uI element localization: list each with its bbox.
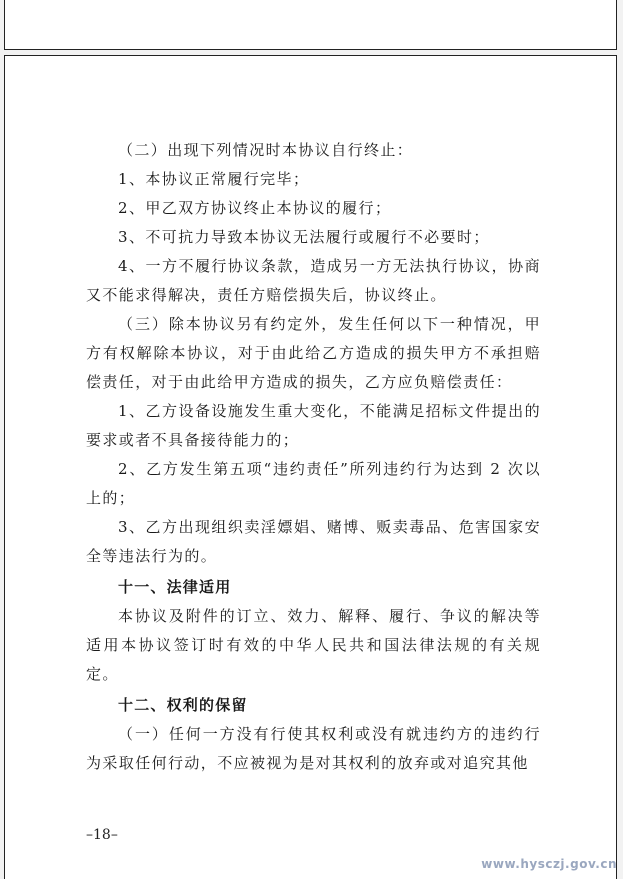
document-page [4,55,617,879]
clause-2-item-2: 2、甲乙双方协议终止本协议的履行； [118,199,392,217]
clause-3-item-2: 2、乙方发生第五项“违约责任”所列违约行为达到 2 次以上的； [86,460,541,507]
page-content [86,136,541,778]
clause-3-item-3: 3、乙方出现组织卖淫嫖娼、赌博、贩卖毒品、危害国家安全等违法行为的。 [86,518,541,565]
clause-2-item-4: 4、一方不履行协议条款，造成另一方无法执行协议，协商又不能求得解决，责任方赔偿损失后，协议终止。 [86,257,541,304]
clause-2-intro: （二）出现下列情况时本协议自行终止： [118,141,414,159]
previous-page-bottom [4,0,617,50]
section-heading-11: 十一、法律适用 [118,578,232,596]
clause-3-item-1: 1、乙方设备设施发生重大变化，不能满足招标文件提出的要求或者不具备接待能力的； [86,402,541,449]
section-heading-12: 十二、权利的保留 [118,696,248,714]
section-11-body: 本协议及附件的订立、效力、解释、履行、争议的解决等适用本协议签订时有效的中华人民共和国法律法规的有关规定。 [86,607,541,683]
site-watermark: www.hysczj.gov.cn [481,857,617,871]
clause-2-item-1: 1、本协议正常履行完毕； [118,170,310,188]
clause-3-intro: （三）除本协议另有约定外，发生任何以下一种情况，甲方有权解除本协议，对于由此给乙方造成的损失甲方不承担赔偿责任，对于由此给甲方造成的损失，乙方应负赔偿责任： [86,315,541,391]
clause-2-item-3: 3、不可抗力导致本协议无法履行或履行不必要时； [118,228,490,246]
section-12-item-1: （一）任何一方没有行使其权利或没有就违约方的违约行为采取任何行动，不应被视为是对其权利的放弃或对追究其他 [86,725,541,772]
page-number: –18– [86,827,118,843]
